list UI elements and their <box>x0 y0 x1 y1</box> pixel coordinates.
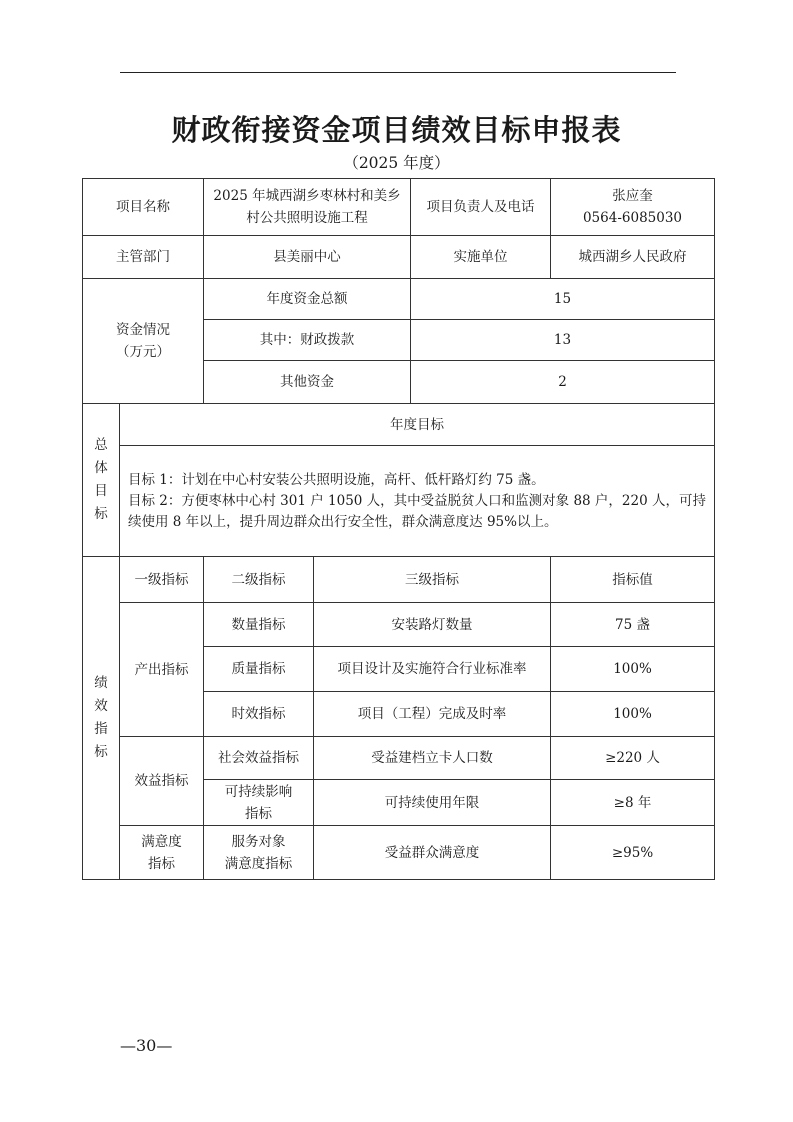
level3-cell: 受益群众满意度 <box>314 826 551 880</box>
contact-cell <box>551 179 715 236</box>
value-cell: ≥8 年 <box>551 780 715 826</box>
top-rule <box>120 72 676 73</box>
contact-label: 项目负责人及电话 <box>411 179 551 236</box>
unit-label: 实施单位 <box>411 236 551 279</box>
indicator-header-row <box>83 557 715 603</box>
satisfaction-indicator-label <box>120 826 204 880</box>
value-cell: 75 盏 <box>551 603 715 647</box>
overall-goal-text: 总体目标 <box>94 437 108 522</box>
satisfaction-line2: 指标 <box>148 855 175 872</box>
overall-goal-label <box>83 404 120 557</box>
benefit-indicator-label: 效益指标 <box>120 737 204 826</box>
level2-line1: 可持续影响 <box>224 783 293 800</box>
goal-2: 目标 2：方便枣林中心村 301 户 1050 人，其中受益脱贫人口和监测对象 88 户，220 人，可持续使用 8 年以上，提升周边群众出行安全性，群众满意度达 95%以上。 <box>128 492 706 530</box>
page-number: —30— <box>120 1036 173 1055</box>
goal-1: 目标 1：计划在中心村安装公共照明设施，高杆、低杆路灯约 75 盏。 <box>128 471 545 488</box>
funds-item-label: 其中：财政拨款 <box>204 320 411 361</box>
level2-line1: 服务对象 <box>231 833 286 850</box>
project-name-label: 项目名称 <box>83 179 204 236</box>
funds-label <box>83 279 204 404</box>
project-name-value <box>204 179 411 236</box>
level2-cell <box>204 780 314 826</box>
performance-target-table <box>82 178 715 880</box>
funds-item-value: 13 <box>411 320 715 361</box>
level2-cell: 社会效益指标 <box>204 737 314 780</box>
department-row <box>83 236 715 279</box>
level2-line2: 指标 <box>245 805 272 822</box>
satisfaction-line1: 满意度 <box>141 833 182 850</box>
project-name-text: 2025 年城西湖乡枣林村和美乡村公共照明设施工程 <box>213 188 401 226</box>
level3-cell: 项目（工程）完成及时率 <box>314 692 551 737</box>
header-level2: 二级指标 <box>204 557 314 603</box>
level2-cell: 时效指标 <box>204 692 314 737</box>
document-title: 财政衔接资金项目绩效目标申报表 <box>171 113 622 147</box>
value-cell: 100% <box>551 647 715 692</box>
funds-label-line1: 资金情况 <box>116 322 170 338</box>
annual-goal-header: 年度目标 <box>120 404 715 446</box>
indicator-row <box>83 737 715 780</box>
level2-cell: 质量指标 <box>204 647 314 692</box>
funds-item-label: 年度资金总额 <box>204 279 411 320</box>
unit-value: 城西湖乡人民政府 <box>551 236 715 279</box>
indicator-row <box>83 826 715 880</box>
level2-cell <box>204 826 314 880</box>
funds-item-value: 2 <box>411 361 715 404</box>
goals-content-row <box>83 446 715 557</box>
funds-row <box>83 279 715 320</box>
level2-line2: 满意度指标 <box>224 855 293 872</box>
performance-indicator-label <box>83 557 120 880</box>
level3-cell: 受益建档立卡人口数 <box>314 737 551 780</box>
annual-goal-content <box>120 446 715 557</box>
header-level1: 一级指标 <box>120 557 204 603</box>
contact-phone: 0564-6085030 <box>582 210 683 226</box>
level3-cell: 安装路灯数量 <box>314 603 551 647</box>
header-value: 指标值 <box>551 557 715 603</box>
header-level3: 三级指标 <box>314 557 551 603</box>
value-cell: ≥95% <box>551 826 715 880</box>
output-indicator-label: 产出指标 <box>120 603 204 737</box>
funds-item-value: 15 <box>411 279 715 320</box>
dept-label: 主管部门 <box>83 236 204 279</box>
value-cell: ≥220 人 <box>551 737 715 780</box>
level3-cell: 可持续使用年限 <box>314 780 551 826</box>
funds-item-label: 其他资金 <box>204 361 411 404</box>
goals-header-row <box>83 404 715 446</box>
funds-label-line2: （万元） <box>116 344 170 360</box>
value-cell: 100% <box>551 692 715 737</box>
project-name-row <box>83 179 715 236</box>
contact-person: 张应奎 <box>612 188 653 204</box>
dept-value: 县美丽中心 <box>204 236 411 279</box>
performance-indicator-text: 绩效指标 <box>94 675 108 760</box>
level2-cell: 数量指标 <box>204 603 314 647</box>
indicator-row <box>83 603 715 647</box>
document-year: （2025 年度） <box>343 154 450 172</box>
level3-cell: 项目设计及实施符合行业标准率 <box>314 647 551 692</box>
